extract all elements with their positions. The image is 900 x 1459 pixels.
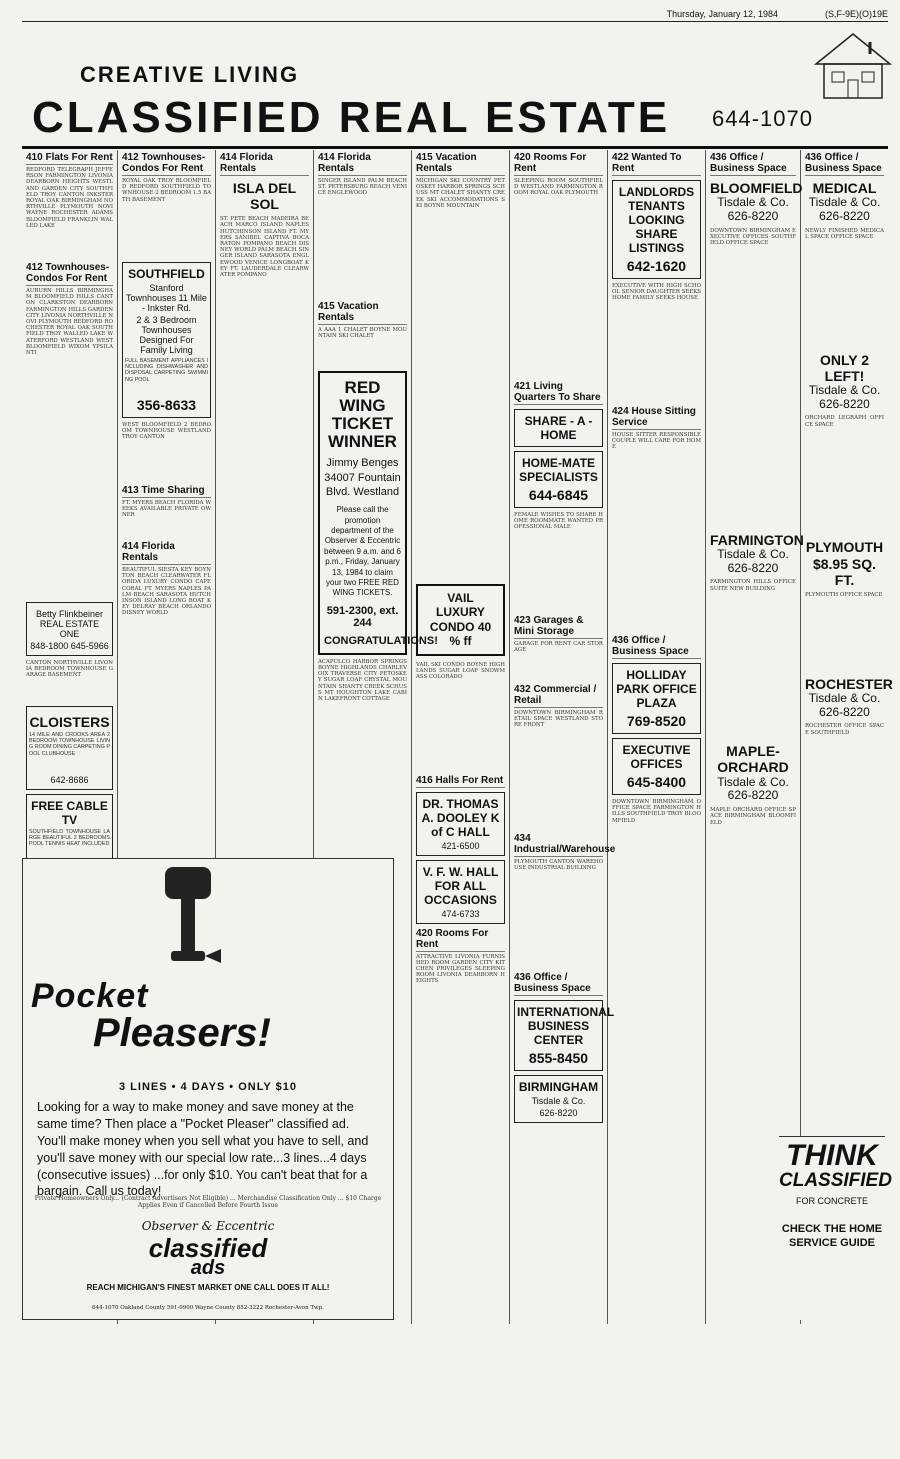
only2-tisdale: Tisdale & Co. (808, 382, 881, 397)
pocket-tagline: 3 LINES • 4 DAYS • ONLY $10 (119, 1081, 297, 1093)
dooley-hall-title: DR. THOMAS A. DOOLEY K of C HALL (421, 796, 500, 839)
section-heading: 414 Florida Rentals (122, 541, 211, 565)
home-mate-phone: 644-6845 (528, 487, 589, 503)
medical-tisdale: Tisdale & Co. (808, 195, 881, 210)
betty-flinkbeiner-ad (26, 602, 113, 656)
plymouth-price: $8.95 SQ. FT. (812, 555, 877, 588)
column-7 (608, 150, 706, 1324)
farmington-title: FARMINGTON (710, 531, 804, 548)
pocket-headline-1: Pocket (31, 977, 149, 1015)
red-wing-title: RED WING TICKET WINNER (328, 378, 397, 451)
section-heading: 412 Townhouses-Condos For Rent (26, 262, 113, 286)
pocket-headline-2: Pleasers! (93, 1011, 271, 1055)
cloisters-ad (26, 706, 113, 790)
listing-text-block: AUBURN HILLS BIRMINGHAM BLOOMFIELD HILLS CANTON CLARKSTON DEARBORN FARMINGTON HILLS GARDEN CITY LIVONIA NORTHVILLE NOVI PLYMOUTH REDFORD ROCHESTER ROYAL OAK SOUTHFIELD TROY WALLED LAKE WATERFORD WESTLAND WEST BLOOMFIELD WIXOM YPSILANTI (26, 288, 113, 357)
listing-text-block: CANTON NORTHVILLE LIVONIA BEDROOM TOWNHOUSE GARAGE BASEMENT (26, 660, 113, 679)
listing-text-block: SINGER ISLAND PALM BEACH ST. PETERSBURG BEACH VENICE ENGLEWOOD (318, 178, 407, 197)
exec-title: EXECUTIVE OFFICES (622, 743, 691, 771)
listing-text-block: FEMALE WISHES TO SHARE HOME ROOMMATE WANTED PROFESSIONAL MALE (514, 512, 603, 531)
section-heading: 414 Florida Rentals (318, 152, 407, 176)
section-heading: 415 Vacation Rentals (416, 152, 505, 176)
farmington-tisdale: Tisdale & Co. (717, 546, 789, 561)
house-sketch-icon (812, 28, 894, 102)
section-heading: 421 Living Quarters To Share (514, 381, 603, 405)
landlords-title: LANDLORDS TENANTS LOOKING SHARE LISTINGS (618, 185, 695, 255)
pocket-fine-print: Private Homeowners Only... (Contract Advertisers Not Eligible) ... Merchandise Classification Only ... $10 Charge Applies Even if Cancelled Before Fourth Issue (34, 1195, 382, 1209)
masthead (22, 26, 888, 142)
betty-name: Betty Flinkbeiner REAL ESTATE ONE (35, 609, 104, 639)
listing-text-block: A AAA 1 CHALET BOYNE MOUNTAIN SKI CHALET (318, 327, 407, 340)
southfield-sub2: 2 & 3 Bedroom Townhouses Designed For Family Living (136, 315, 197, 355)
dooley-hall-ad (416, 792, 505, 856)
home-mate-ad (514, 451, 603, 508)
section-heading: 422 Wanted To Rent (612, 152, 701, 176)
think-line-3: FOR CONCRETE (796, 1195, 868, 1206)
listing-text-block: PLYMOUTH OFFICE SPACE (805, 591, 883, 598)
holliday-title: HOLLIDAY PARK OFFICE PLAZA (616, 668, 697, 710)
listing-text-block: ACAPULCO HARBOR SPRINGS BOYNE HIGHLANDS CHARLEVOIX TRAVERSE CITY PETOSKEY SUGAR LOAF CRYSTAL MOUNTAIN SHANTY CREEK SCHUSS MT HOUGHTON LAKE CABIN LAKEFRONT COTTAGE (318, 658, 407, 702)
bloomfield-telegraph-ad (710, 180, 803, 224)
only2-phone: 626-8220 (819, 396, 870, 411)
listing-text-block: DOWNTOWN BIRMINGHAM EXECUTIVE OFFICES SOUTHFIELD OFFICE SPACE (710, 227, 796, 247)
think-classified-ad (779, 1136, 892, 1320)
red-wing-ticket-ad (318, 371, 438, 655)
section-heading: 413 Time Sharing (122, 485, 211, 498)
bloomfield-title: BLOOMFIELD (710, 180, 803, 196)
issue-date: Thursday, January 12, 1984 (666, 9, 778, 19)
masthead-rule (22, 146, 888, 149)
listing-text-block: BEAUTIFUL SIESTA KEY BOYNTON BEACH CLEARWATER FLORIDA LUXURY CONDO CAPE CORAL FT. MYERS NAPLES PALM BEACH SARASOTA HUTCHINSON ISLAND LONG BOAT KEY DELRAY BEACH ORLANDO DISNEY WORLD (122, 567, 211, 617)
holliday-park-ad (612, 663, 701, 734)
medical-title: MEDICAL (812, 180, 877, 196)
birmingham-ad (514, 1075, 603, 1123)
listing-text-block: ROYAL OAK TROY BLOOMFIELD REDFORD SOUTHFIELD TOWNHOUSE 2 BEDROOM 1.5 BATH BASEMENT (122, 178, 211, 203)
pocket-body: Looking for a way to make money and save money at the same time? Then place a "Pocket Pleaser" classified ad. You'll make money when you sell what you have to sell, and you'll save money with our special low rate...3 lines...4 days (consecutive issues) ...for only $10. You can't beat that for a bargain. Call us today! (37, 1100, 369, 1199)
listing-text-block: FARMINGTON HILLS OFFICE SUITE NEW BUILDING (710, 579, 796, 592)
maple-title: MAPLE-ORCHARD (717, 743, 789, 776)
listing-text-block: ST. PETE BEACH MADEIRA BEACH MARCO ISLAND NAPLES HUTCHINSON ISLAND FT. MYERS SANIBEL CAPTIVA BOCA RATON POMPANO BEACH DISNEY WORLD PALM BEACH SINGER ISLAND SARASOTA ENGLEWOOD VENICE LONGBOAT KEY FT. LAUDERDALE CLEARWATER POMPANO (220, 216, 309, 279)
red-wing-winner: Jimmy Benges 34007 Fountain Blvd. Westland (324, 457, 401, 498)
listing-text-block: WEST BLOOMFIELD 2 BEDROOM TOWNHOUSE WESTLAND TROY CANTON (122, 422, 211, 441)
home-mate-title: HOME-MATE SPECIALISTS (519, 456, 598, 484)
rochester-tisdale: Tisdale & Co. (808, 690, 881, 705)
think-line-4: CHECK THE HOME SERVICE GUIDE (781, 1222, 883, 1250)
birmingham-tisdale: Tisdale & Co. (531, 1096, 586, 1106)
pocket-phones: 644-1070 Oakland County 591-0900 Wayne County 852-3222 Rochester-Avon Twp. (92, 1305, 324, 1311)
vfw-hall-phone: 474-6733 (441, 908, 480, 919)
section-heading: 436 Office / Business Space (612, 635, 701, 659)
classified-real-estate-title: CLASSIFIED REAL ESTATE (32, 93, 671, 142)
plymouth-title: PLYMOUTH (805, 539, 884, 556)
listing-text-block: 14 MILE AND CROOKS AREA 2 BEDROOM TOWNHOUSE LIVING ROOM DINING CARPETING POOL CLUBHOUSE (29, 732, 110, 757)
southfield-stanford-ad (122, 262, 211, 418)
southfield-phone: 356-8633 (136, 397, 197, 413)
southfield-title: SOUTHFIELD (128, 267, 205, 281)
listing-text-block: ATTRACTIVE LIVONIA FURNISHED ROOM GARDEN CITY KITCHEN PRIVILEGES SLEEPING ROOM LIVONIA DEARBORN HEIGHTS (416, 953, 505, 985)
intl-phone: 855-8450 (528, 1050, 589, 1066)
maple-orchard-ad (710, 743, 796, 803)
vail-condo-ad (416, 584, 505, 656)
column-6 (510, 150, 616, 1324)
listing-text-block: DOWNTOWN BIRMINGHAM RETAIL SPACE WESTLAND STORE FRONT (514, 710, 603, 729)
betty-phone: 848-1800 645-5966 (30, 641, 109, 651)
ads-word: ads (190, 1257, 226, 1279)
southfield-sub: Stanford Townhouses 11 Mile - Inkster Rd. (126, 283, 207, 313)
vfw-hall-title: V. F. W. HALL FOR ALL OCCASIONS (422, 864, 499, 907)
observer-eccentric-brand: Observer & Eccentric (141, 1219, 275, 1233)
bloomfield-phone: 626-8220 (727, 208, 779, 223)
red-wing-note: Please call the promotion department of the Observer & Eccentric between 9 a.m. and 6 p.m., Friday, January 13, 1984 to claim your two FREE RED WING TICKETS. (324, 505, 401, 598)
reach-market: REACH MICHIGAN'S FINEST MARKET ONE CALL DOES IT ALL! (86, 1283, 330, 1292)
listing-text-block: MICHIGAN SKI COUNTRY PETOSKEY HARBOR SPRINGS SCHUSS MT CHALET SHANTY CREEK SKI ACCOMMODATIONS SKI BOYNE MOUNTAIN (416, 178, 505, 209)
rochester-title: ROCHESTER (805, 675, 893, 692)
cloisters-phone: 642-8686 (50, 775, 89, 785)
birmingham-title: BIRMINGHAM (518, 1080, 599, 1094)
section-heading: 412 Townhouses-Condos For Rent (122, 152, 211, 176)
share-a-home-ad (514, 409, 603, 447)
farmington-phone: 626-8220 (727, 560, 779, 575)
listing-text-block: ROCHESTER OFFICE SPACE SOUTHFIELD (805, 723, 884, 736)
section-heading: 410 Flats For Rent (26, 152, 113, 163)
creative-living-title: CREATIVE LIVING (80, 62, 300, 87)
section-heading: 423 Garages & Mini Storage (514, 615, 603, 639)
international-business-center-ad (514, 1000, 615, 1071)
classified-word: classified (148, 1233, 268, 1263)
section-heading: 415 Vacation Rentals (318, 301, 407, 325)
maple-phone: 626-8220 (727, 788, 779, 803)
section-heading: 432 Commercial / Retail (514, 684, 603, 708)
plymouth-ad (805, 539, 884, 587)
page-header-bar (22, 6, 888, 22)
rochester-ad (805, 675, 893, 720)
bloomfield-tisdale: Tisdale & Co. (717, 195, 789, 210)
red-wing-congrats: CONGRATULATIONS! (324, 634, 438, 647)
listing-text-block: ORCHARD LEGRAPH OFFICE SPACE (805, 415, 884, 428)
cloisters-title: CLOISTERS (29, 714, 110, 730)
dooley-hall-phone: 421-6500 (441, 840, 480, 851)
section-heading: 434 Industrial/Warehouse (514, 833, 616, 855)
think-line-1: THINK (786, 1139, 878, 1172)
classified-phone: 644-1070 (712, 106, 813, 131)
listing-text-block: MAPLE ORCHARD OFFICE SPACE BIRMINGHAM BLOOMFIELD (710, 807, 796, 826)
medical-ad (805, 180, 884, 224)
farmington-ad (710, 531, 804, 576)
listing-text-block: FT. MYERS BEACH FLORIDA WEEKS AVAILABLE PRIVATE OWNER (122, 500, 211, 519)
listing-text-block: NEWLY FINISHED MEDICAL SPACE OFFICE SPACE (805, 227, 884, 240)
holliday-phone: 769-8520 (626, 713, 687, 729)
free-cable-title: FREE CABLE TV (31, 799, 108, 827)
listing-text-block: FULL BASEMENT APPLIANCES INCLUDING DISHWASHER AND DISPOSAL CARPETING SWIMMING POOL (125, 358, 208, 383)
landlords-ad (612, 180, 701, 279)
section-heading: 420 Rooms For Rent (416, 928, 505, 952)
only-2-left-ad (805, 352, 884, 412)
landlords-phone: 642-1620 (626, 258, 687, 274)
listing-text-block: EXECUTIVE WITH HIGH SCHOOL SENIOR DAUGHTER SEEKS HOME FAMILY SEEKS HOUSE (612, 283, 701, 302)
intl-title: INTERNATIONAL BUSINESS CENTER (517, 1005, 615, 1047)
listing-text-block: REDFORD TELEGRAPH JEFFERSON FARMINGTON LIVONIA DEARBORN HEIGHTS WESTLAND GARDEN CITY SOUTHFIELD TROY CANTON INKSTER ROYAL OAK BIRMINGHAM NORTHVILLE PLYMOUTH NOVI WAYNE ROCHESTER ADAMS BLOOMFIELD FRANKLIN WALLED LAKE (26, 167, 113, 229)
vfw-hall-ad (416, 860, 505, 924)
column-5 (412, 150, 510, 1324)
only2-title: ONLY 2 LEFT! (819, 351, 870, 384)
birmingham-phone: 626-8220 (539, 1108, 578, 1118)
section-heading: 436 Office / Business Space (805, 152, 884, 176)
listing-text-block: VAIL SKI CONDO BOYNE HIGHLANDS SUGAR LOAF SNOWMASS COLORADO (416, 661, 505, 680)
section-heading: 424 House Sitting Service (612, 406, 701, 430)
maple-tisdale: Tisdale & Co. (717, 774, 789, 789)
outboard-motor-icon (153, 863, 223, 973)
section-heading: 414 Florida Rentals (220, 152, 309, 176)
section-heading: 416 Halls For Rent (416, 774, 504, 786)
listing-text-block: SOUTHFIELD TOWNHOUSE LARGE BEAUTIFUL 2 BEDROOMS POOL TENNIS HEAT INCLUDED (29, 829, 110, 848)
section-heading: 436 Office / Business Space (514, 972, 603, 996)
section-heading: 420 Rooms For Rent (514, 152, 603, 176)
think-line-2: CLASSIFIED (779, 1170, 892, 1191)
red-wing-phone: 591-2300, ext. 244 (326, 604, 399, 629)
section-heading: 436 Office / Business Space (710, 152, 796, 176)
isla-del-sol-title: ISLA DEL SOL (232, 180, 297, 213)
medical-phone: 626-8220 (819, 208, 870, 223)
edition-code: (S,F-9E)(O)19E (824, 9, 888, 19)
listing-text-block: GARAGE FOR RENT CAR STORAGE (514, 641, 603, 654)
listing-text-block: HOUSE SITTER RESPONSIBLE COUPLE WILL CARE FOR HOME (612, 432, 701, 451)
vail-title: VAIL LUXURY CONDO 40 % ff (429, 591, 492, 649)
listing-text-block: PLYMOUTH CANTON WAREHOUSE INDUSTRIAL BUILDING (514, 859, 603, 872)
listing-text-block: DOWNTOWN BIRMINGHAM OFFICE SPACE FARMINGTON HILLS SOUTHFIELD TROY BLOOMFIELD (612, 799, 701, 824)
listing-text-block: SLEEPING ROOM SOUTHFIELD WESTLAND FARMINGTON ROOM ROYAL OAK PLYMOUTH (514, 178, 603, 197)
isla-del-sol-ad (220, 180, 309, 212)
rochester-phone: 626-8220 (819, 704, 870, 719)
share-a-home-title: SHARE - A - HOME (524, 414, 593, 442)
exec-phone: 645-8400 (626, 774, 687, 790)
executive-offices-ad (612, 738, 701, 795)
pocket-pleasers-ad (22, 858, 394, 1320)
